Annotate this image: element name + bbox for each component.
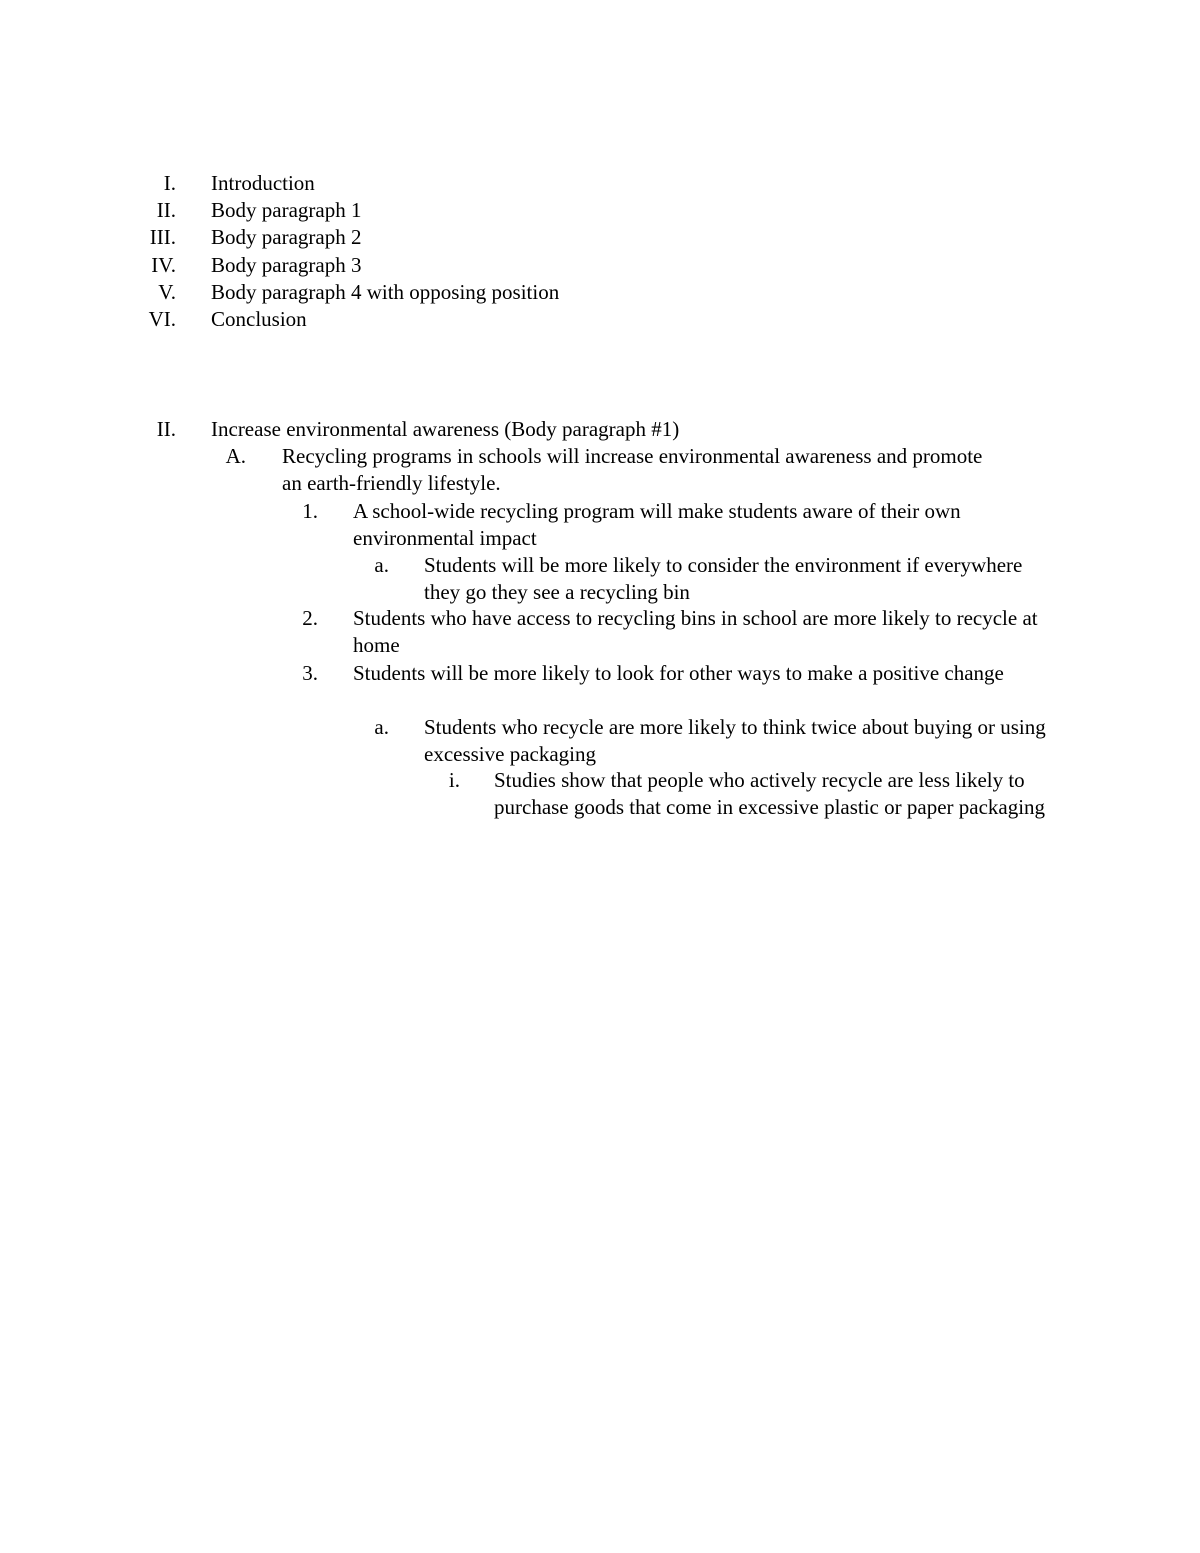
outline-marker: II.	[156, 417, 176, 441]
outline-text: Body paragraph 4 with opposing position	[211, 280, 560, 304]
outline-marker: a.	[374, 553, 389, 577]
outline-marker: 2.	[302, 606, 318, 630]
outline-text: Body paragraph 1	[211, 198, 362, 222]
outline-text: Introduction	[211, 171, 315, 195]
outline-text: Students who recycle are more likely to think twice about buying or using excessive packaging	[424, 715, 1046, 766]
outline-marker: III.	[149, 225, 176, 249]
outline-marker: IV.	[151, 253, 176, 277]
outline-text: Students will be more likely to consider the environment if everywhere they go they see a recycling bin	[424, 553, 1023, 604]
outline-text: Body paragraph 2	[211, 225, 362, 249]
outline-text: Recycling programs in schools will increase environmental awareness and promote an earth-friendly lifestyle.	[282, 444, 983, 495]
outline-text: Conclusion	[211, 307, 307, 331]
outline-text: Students who have access to recycling bins in school are more likely to recycle at home	[353, 606, 1038, 657]
outline-text: Increase environmental awareness (Body paragraph #1)	[211, 417, 680, 441]
outline-marker: a.	[374, 715, 389, 739]
outline-text: Students will be more likely to look for other ways to make a positive change	[353, 661, 1004, 685]
outline-text: Studies show that people who actively recycle are less likely to purchase goods that come in excessive plastic or paper packaging	[494, 768, 1046, 819]
outline-text: Body paragraph 3	[211, 253, 362, 277]
outline-marker: VI.	[148, 307, 176, 331]
outline-marker: V.	[158, 280, 176, 304]
outline-marker: A.	[225, 444, 246, 468]
outline-marker: II.	[156, 198, 176, 222]
outline-marker: i.	[448, 768, 460, 792]
outline-marker: I.	[163, 171, 176, 195]
outline-marker: 1.	[302, 499, 318, 523]
outline-marker: 3.	[302, 661, 318, 685]
outline-text: A school-wide recycling program will make students aware of their own environmental impact	[353, 499, 961, 550]
